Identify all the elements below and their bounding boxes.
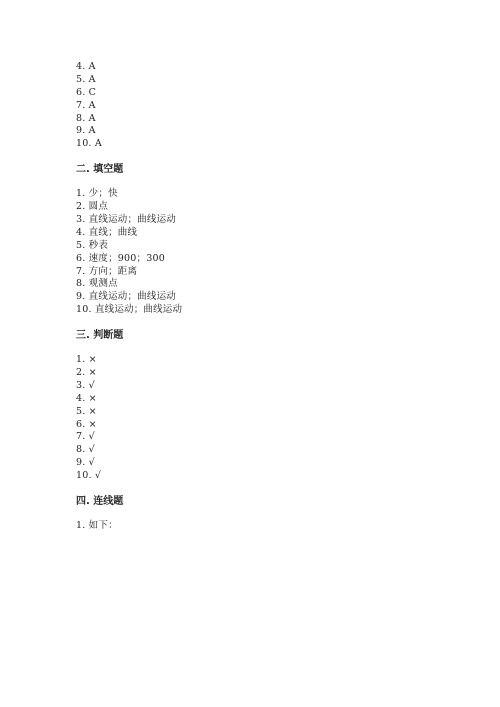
answer-line: 9. √ bbox=[76, 457, 95, 469]
answer-line: 9. A bbox=[76, 125, 96, 137]
true-false-answers bbox=[76, 354, 436, 483]
answer-line: 8. √ bbox=[76, 444, 95, 456]
answer-line: 8. 观测点 bbox=[76, 278, 118, 290]
answer-content bbox=[76, 61, 436, 533]
answer-line: 4. × bbox=[76, 392, 97, 404]
answer-line: 5. A bbox=[76, 73, 96, 85]
answer-line: 10. A bbox=[76, 138, 102, 150]
answer-line: 2. 圆点 bbox=[76, 201, 109, 213]
answer-line: 3. 直线运动；曲线运动 bbox=[76, 214, 176, 226]
matching-answers bbox=[76, 520, 436, 533]
answer-line: 7. √ bbox=[76, 431, 95, 443]
answer-line: 5. × bbox=[76, 405, 97, 417]
answer-line: 10. 直线运动；曲线运动 bbox=[76, 304, 183, 316]
answer-line: 1. 如下： bbox=[76, 520, 118, 532]
answer-line: 7. 方向；距离 bbox=[76, 265, 138, 277]
answer-line: 8. A bbox=[76, 112, 96, 124]
answer-line: 7. A bbox=[76, 99, 96, 111]
answer-line: 6. 速度；900；300 bbox=[76, 252, 165, 264]
answer-line: 4. A bbox=[76, 61, 96, 72]
multiple-choice-answers bbox=[76, 61, 436, 151]
fill-in-answers bbox=[76, 188, 436, 317]
answer-line: 3. √ bbox=[76, 379, 95, 391]
answer-line: 2. × bbox=[76, 367, 97, 379]
answer-line: 10. √ bbox=[76, 470, 102, 482]
section-heading-fill-in: 二. 填空题 bbox=[76, 164, 124, 176]
section-heading-matching: 四. 连线题 bbox=[76, 496, 124, 508]
answer-line: 1. 少；快 bbox=[76, 188, 118, 200]
answer-line: 9. 直线运动；曲线运动 bbox=[76, 291, 176, 303]
answer-line: 5. 秒表 bbox=[76, 239, 109, 251]
answer-line: 1. × bbox=[76, 354, 97, 366]
answer-line: 4. 直线；曲线 bbox=[76, 226, 138, 238]
answer-line: 6. × bbox=[76, 418, 97, 430]
answer-line: 6. C bbox=[76, 86, 97, 98]
section-heading-true-false: 三. 判断题 bbox=[76, 330, 124, 342]
